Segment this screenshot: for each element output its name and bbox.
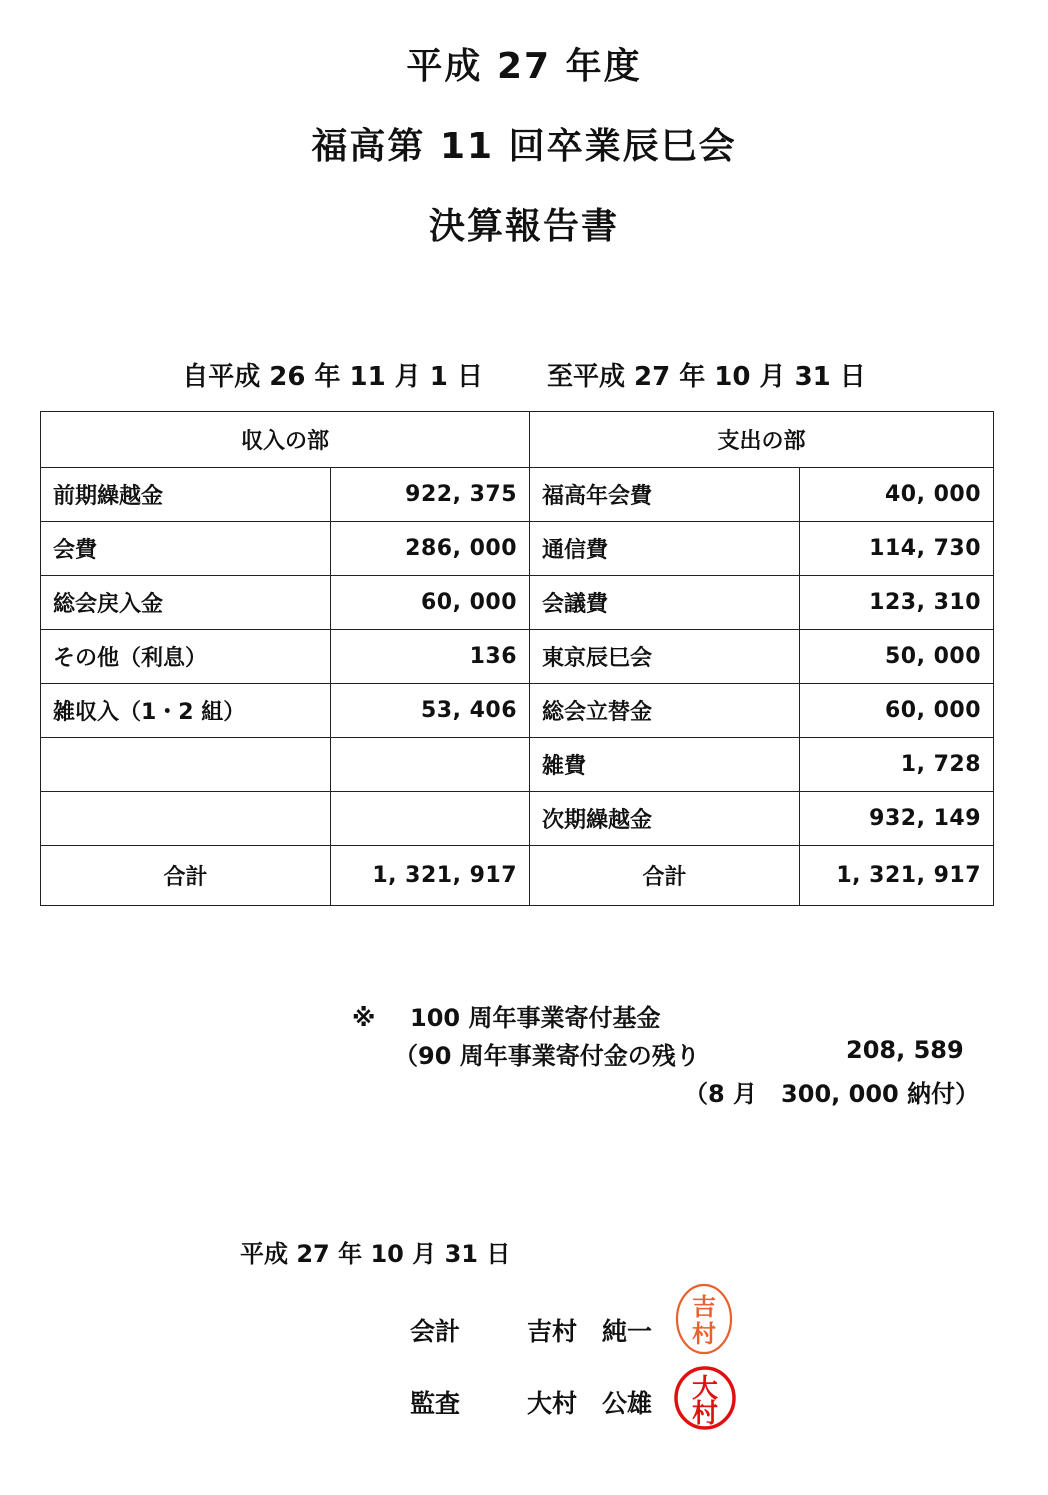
fund-note-payment: （8 月 300, 000 納付）: [684, 1080, 980, 1108]
financial-statement-table: [40, 411, 994, 906]
income-amount-cell: 53, 406: [331, 684, 530, 738]
expense-label-cell: 福高年会費: [530, 468, 800, 522]
income-total-label: 合計: [41, 846, 331, 906]
income-label-cell: 雑収入（1・2 組）: [41, 684, 331, 738]
organization-title: 福高第 11 回卒業辰巳会: [311, 126, 737, 167]
document-title: 決算報告書: [428, 206, 619, 247]
period-to: 至平成 27 年 10 月 31 日: [546, 362, 866, 392]
signature-date: 平成 27 年 10 月 31 日: [240, 1240, 511, 1268]
income-label-cell: [41, 738, 331, 792]
expense-total-amount: 1, 321, 917: [800, 846, 994, 906]
income-label-cell: [41, 792, 331, 846]
total-row: [41, 846, 994, 906]
expense-label-cell: 次期繰越金: [530, 792, 800, 846]
expense-label-cell: 総会立替金: [530, 684, 800, 738]
income-label-cell: 前期繰越金: [41, 468, 331, 522]
expense-amount-cell: 114, 730: [800, 522, 994, 576]
table-row: [41, 468, 994, 522]
auditor-name: 大村 公雄: [527, 1389, 653, 1418]
fund-note-title: [352, 998, 660, 1033]
income-amount-cell: [331, 792, 530, 846]
table-row: [41, 792, 994, 846]
expense-label-cell: 通信費: [530, 522, 800, 576]
table-header-row: [41, 412, 994, 468]
income-amount-cell: 286, 000: [331, 522, 530, 576]
fund-note-remainder: （90 周年事業寄付金の残り: [394, 1042, 700, 1070]
accountant-seal-char-top: 吉: [692, 1292, 716, 1321]
expense-amount-cell: 1, 728: [800, 738, 994, 792]
table-row: [41, 684, 994, 738]
expense-amount-cell: 60, 000: [800, 684, 994, 738]
expense-label-cell: 東京辰巳会: [530, 630, 800, 684]
income-amount-cell: 60, 000: [331, 576, 530, 630]
income-label-cell: 会費: [41, 522, 331, 576]
income-amount-cell: 922, 375: [331, 468, 530, 522]
income-label-cell: 総会戻入金: [41, 576, 331, 630]
income-label-cell: その他（利息）: [41, 630, 331, 684]
income-amount-cell: [331, 738, 530, 792]
income-total-amount: 1, 321, 917: [331, 846, 530, 906]
accountant-name: 吉村 純一: [527, 1317, 653, 1346]
expense-amount-cell: 40, 000: [800, 468, 994, 522]
expense-section-header: 支出の部: [530, 412, 994, 468]
accountant-role: 会計: [410, 1317, 461, 1346]
income-section-header: 収入の部: [41, 412, 530, 468]
expense-amount-cell: 932, 149: [800, 792, 994, 846]
auditor-seal-stamp: [674, 1366, 736, 1430]
fund-name: 100 周年事業寄付基金: [410, 1004, 661, 1032]
period-line: [0, 356, 1048, 393]
table-row: [41, 630, 994, 684]
expense-label-cell: 会議費: [530, 576, 800, 630]
fiscal-year-title: 平成 27 年度: [406, 46, 642, 87]
auditor-role: 監査: [410, 1389, 461, 1418]
table-row: [41, 738, 994, 792]
note-mark: ※: [352, 1004, 376, 1032]
period-from: 自平成 26 年 11 月 1 日: [182, 362, 483, 392]
fund-note-remainder-amount: 208, 589: [846, 1036, 964, 1064]
table-body: [41, 468, 994, 846]
expense-label-cell: 雑費: [530, 738, 800, 792]
expense-amount-cell: 50, 000: [800, 630, 994, 684]
table-row: [41, 522, 994, 576]
accountant-seal-char-bottom: 村: [692, 1319, 716, 1348]
accountant-seal-stamp: [674, 1282, 734, 1356]
income-amount-cell: 136: [331, 630, 530, 684]
auditor-seal-char-top: 大: [691, 1374, 719, 1404]
table-row: [41, 576, 994, 630]
auditor-seal-char-bottom: 村: [691, 1399, 719, 1429]
expense-total-label: 合計: [530, 846, 800, 906]
expense-amount-cell: 123, 310: [800, 576, 994, 630]
